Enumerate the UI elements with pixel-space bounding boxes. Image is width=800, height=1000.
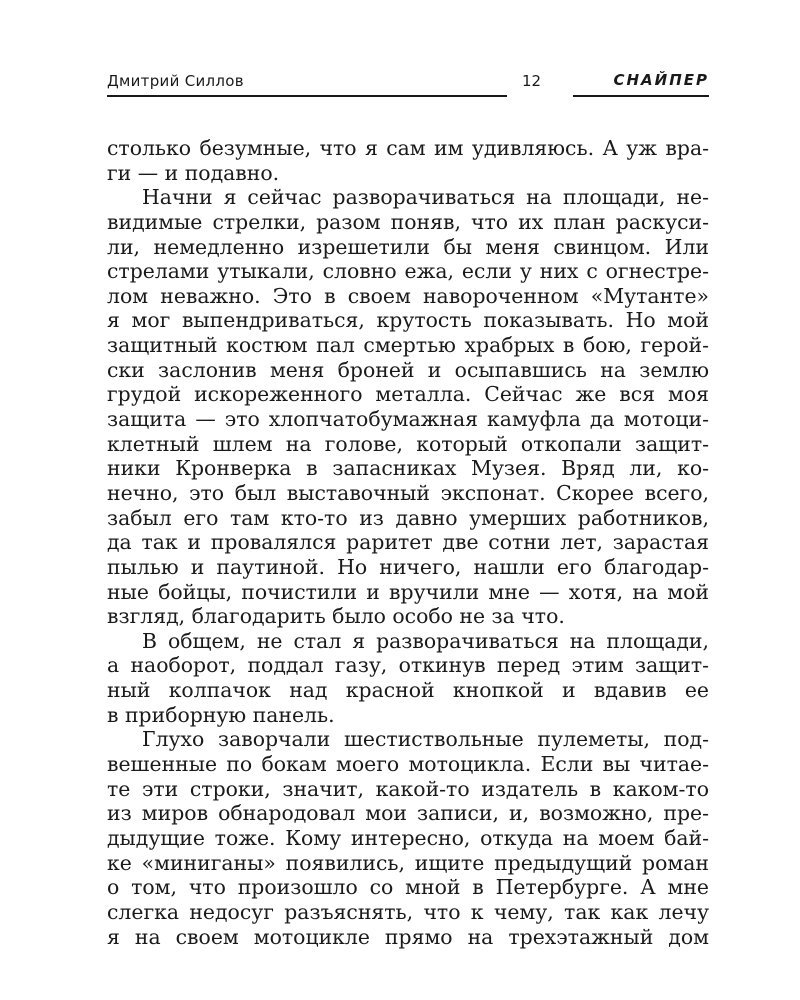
text-line: ли, немедленно изрешетили бы меня свинцом. Или <box>107 234 709 259</box>
text-line: да так и провалялся раритет две сотни лет, зарастая <box>107 530 709 555</box>
header-author: Дмитрий Силлов <box>107 72 244 90</box>
text-line: а наоборот, поддал газу, откинув перед этим защит- <box>107 653 709 678</box>
text-line: я на своем мотоцикле прямо на трехэтажный дом <box>107 924 709 949</box>
text-line: те эти строки, значит, какой-то издатель в каком-то <box>107 776 709 801</box>
text-line: стрелами утыкали, словно ежа, если у них с огнестре- <box>107 259 709 284</box>
text-line: ски заслонив меня броней и осыпавшись на землю <box>107 357 709 382</box>
text-line: лом неважно. Это в своем навороченном «Мутанте» <box>107 283 709 308</box>
text-line: вешенные по бокам моего мотоцикла. Если вы читае- <box>107 752 709 777</box>
text-line: Начни я сейчас разворачиваться на площади, не- <box>142 185 709 210</box>
text-line: грудой искореженного металла. Сейчас же вся моя <box>107 382 709 407</box>
body-text <box>107 136 709 949</box>
text-line: видимые стрелки, разом поняв, что их план раскуси- <box>107 209 709 234</box>
text-line: я мог выпендриваться, крутость показывать. Но мой <box>107 308 709 333</box>
text-line: ги — и подавно. <box>107 160 280 185</box>
text-line: ники Кронверка в запасниках Музея. Вряд ли, ко- <box>107 456 709 481</box>
header-rule-left <box>107 95 507 97</box>
text-line: в приборную панель. <box>107 702 335 727</box>
text-line: В общем, не стал я разворачиваться на площади, <box>142 628 709 653</box>
text-line: защитный костюм пал смертью храбрых в бою, герой- <box>107 333 709 358</box>
header-rule-right <box>573 95 709 97</box>
text-line: взгляд, благодарить было особо не за что. <box>107 604 565 629</box>
page-number: 12 <box>522 72 542 90</box>
text-line: ный колпачок над красной кнопкой и вдавив ее <box>107 678 709 703</box>
text-line: ные бойцы, почистили и вручили мне — хотя, на мой <box>107 579 709 604</box>
text-line: слегка недосуг разъяснять, что к чему, так как лечу <box>107 899 709 924</box>
text-line: клетный шлем на голове, который откопали защит- <box>107 431 709 456</box>
text-line: дыдущие тоже. Кому интересно, откуда на моем бай- <box>107 825 709 850</box>
text-line: столько безумные, что я сам им удивляюсь. А уж вра- <box>107 136 709 160</box>
text-line: защита — это хлопчатобумажная камуфла да мотоци- <box>107 407 709 432</box>
text-line: Глухо заворчали шестиствольные пулеметы, под- <box>142 727 709 752</box>
text-line: пылью и паутиной. Но ничего, нашли его благодар- <box>107 554 709 579</box>
text-line: о том, что произошло со мной в Петербурге. А мне <box>107 875 709 900</box>
text-line: из миров обнародовал мои записи, и, возможно, пре- <box>107 801 709 826</box>
text-line: забыл его там кто-то из давно умерших работников, <box>107 505 709 530</box>
running-header <box>107 68 709 98</box>
text-line: нечно, это был выставочный экспонат. Скорее всего, <box>107 480 709 505</box>
text-line: ке «миниганы» появились, ищите предыдущий роман <box>107 850 709 875</box>
header-series-title: СНАЙПЕР <box>613 71 709 89</box>
